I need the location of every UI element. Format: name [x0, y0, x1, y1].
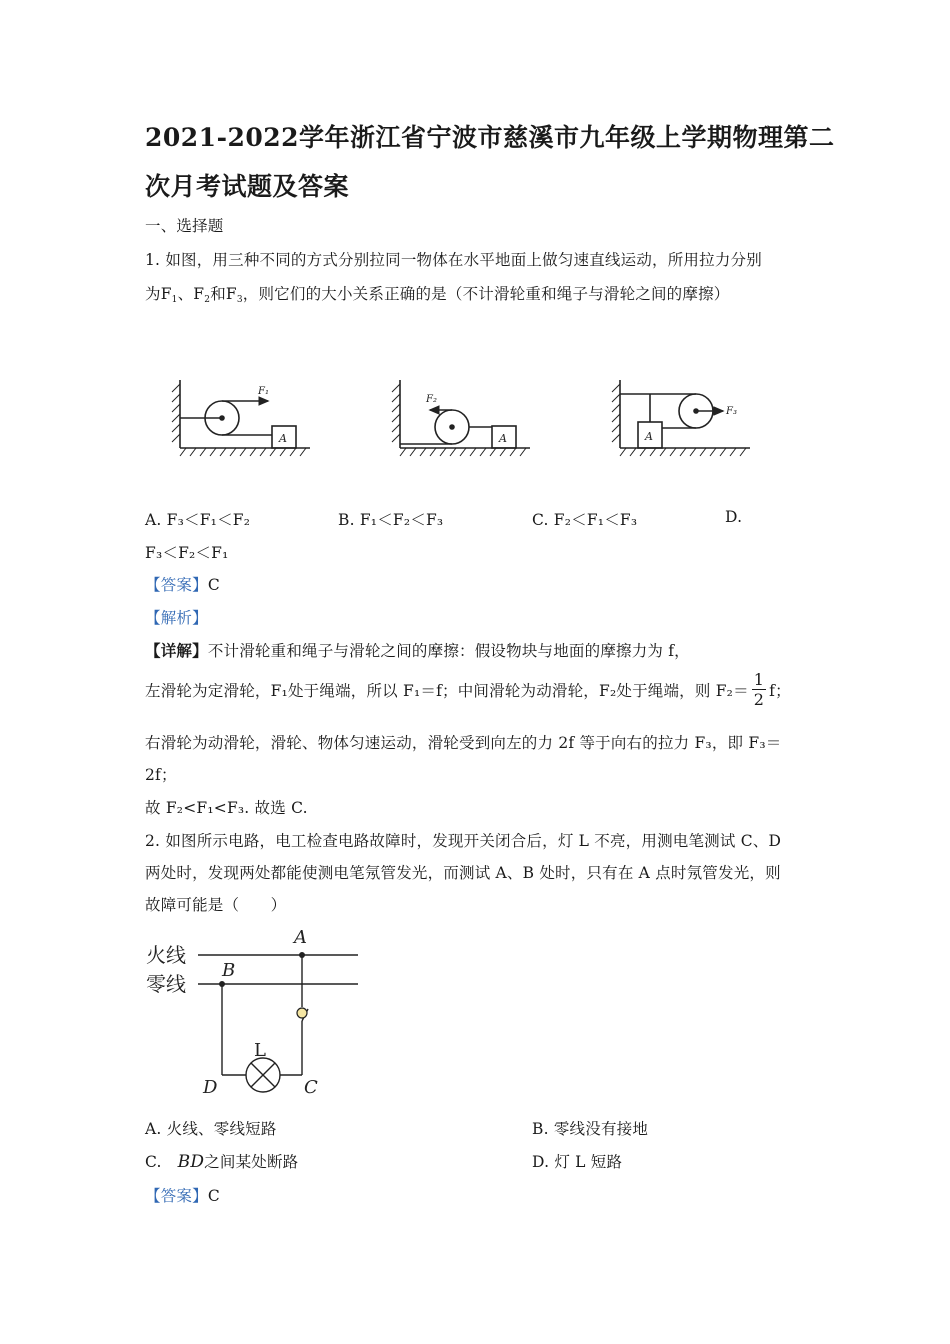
neutral-wire-label: 零线	[146, 972, 186, 996]
section-heading: 一、选择题	[145, 217, 224, 235]
q1-option-b[interactable]: B. F₁＜F₂＜F₃	[338, 511, 444, 529]
q1-analysis-tag: 【解析】	[145, 609, 208, 627]
block-label-3: A	[645, 430, 653, 443]
q2-stem-line2: 两处时，发现两处都能使测电笔氖管发光，而测试 A、B 处时，只有在 A 点时氖管发光，则	[145, 864, 781, 882]
q1-option-d[interactable]: D.	[725, 508, 743, 526]
page-title-line2: 次月考试题及答案	[145, 172, 350, 201]
setup-1	[172, 380, 310, 456]
q1-detail-line5: 故 F₂<F₁<F₃. 故选 C.	[145, 799, 308, 817]
q1-detail-line1: 【详解】不计滑轮重和绳子与滑轮之间的摩擦：假设物块与地面的摩擦力为 f，	[145, 641, 690, 660]
block-label-2: A	[499, 432, 507, 445]
q2-circuit-figure	[140, 925, 370, 1100]
q2-stem-line1: 2. 如图所示电路，电工检查电路故障时，发现开关闭合后，灯 L 不亮，用测电笔测试 C、D	[145, 832, 782, 850]
q2-stem-line3: 故障可能是（ ）	[145, 896, 287, 914]
f3-label: F₃	[726, 406, 737, 417]
q1-option-d-cont: F₃＜F₂＜F₁	[145, 544, 229, 562]
point-a-label: A	[294, 927, 307, 948]
answer-tag: 【答案】	[145, 576, 208, 594]
answer-tag: 【答案】	[145, 1187, 208, 1205]
f1-label: F₁	[258, 386, 269, 397]
q2-option-d[interactable]: D. 灯 L 短路	[532, 1153, 623, 1171]
f2-label: F₂	[426, 394, 437, 405]
q1-detail-line2: 左滑轮为定滑轮，F₁处于绳端，所以 F₁＝f；中间滑轮为动滑轮，F₂处于绳端，则 F₂＝ $\frac{1}{2}$ f；	[145, 670, 791, 709]
q2-option-a[interactable]: A. 火线、零线短路	[145, 1120, 277, 1138]
block-label-1: A	[279, 432, 287, 445]
q2-answer: 【答案】C	[145, 1187, 220, 1205]
q2-option-b[interactable]: B. 零线没有接地	[532, 1120, 649, 1138]
q1-pulley-figure	[160, 370, 780, 465]
q1-detail-line4: 2f；	[145, 766, 177, 784]
q1-stem-line1: 1. 如图，用三种不同的方式分别拉同一物体在水平地面上做匀速直线运动，所用拉力分别	[145, 251, 762, 269]
live-wire-label: 火线	[146, 943, 186, 967]
point-c-label: C	[304, 1077, 318, 1098]
page-title-line1: 2021-2022学年浙江省宁波市慈溪市九年级上学期物理第二	[145, 123, 835, 152]
setup-3	[612, 380, 750, 456]
q2-option-c[interactable]: C. BD之间某处断路	[145, 1152, 299, 1172]
setup-2	[392, 380, 530, 456]
q1-detail-line3: 右滑轮为动滑轮，滑轮、物体匀速运动，滑轮受到向左的力 2f 等于向右的拉力 F₃，即 F₃＝	[145, 734, 782, 752]
fraction-one-half: $\frac{1}{2}$	[753, 670, 765, 709]
q1-answer: 【答案】C	[145, 576, 220, 594]
q1-option-a[interactable]: A. F₃＜F₁＜F₂	[145, 511, 251, 529]
q1-stem-line2: 为$F_1$、$F_2$和$F_3$，则它们的大小关系正确的是（不计滑轮重和绳子与滑轮之间的摩擦）	[145, 285, 730, 305]
lamp-label: L	[254, 1040, 266, 1061]
point-d-label: D	[203, 1077, 218, 1098]
point-b-label: B	[222, 960, 236, 981]
q1-option-c[interactable]: C. F₂＜F₁＜F₃	[532, 511, 638, 529]
